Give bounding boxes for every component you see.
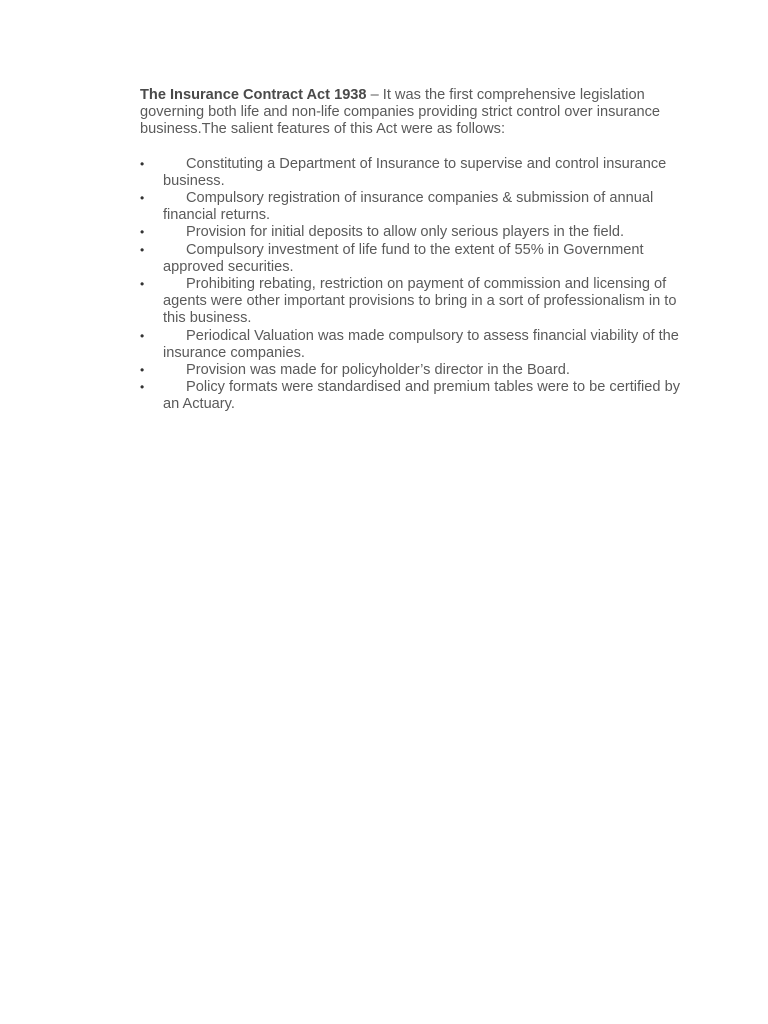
bullet-icon: • [140, 363, 145, 378]
bullet-icon: • [140, 277, 145, 292]
bullet-icon: • [140, 242, 145, 257]
bullet-icon: • [140, 328, 145, 343]
list-item [140, 242, 680, 276]
list-item [140, 276, 680, 328]
list-item [140, 379, 680, 413]
intro-text: – It was the first comprehensive legislation governing both life and non-life companies providing strict control over insurance business.The salient features of this Act were as follows: [140, 87, 660, 138]
feature-text: Compulsory registration of insurance companies & submission of annual financial returns. [163, 190, 654, 224]
list-item [140, 362, 680, 379]
bullet-icon: • [140, 380, 145, 395]
feature-text: Provision was made for policyholder’s director in the Board. [186, 362, 570, 379]
feature-text: Prohibiting rebating, restriction on payment of commission and licensing of agents were other important provisions to bring in a sort of professionalism in to this business. [163, 276, 677, 327]
list-item [140, 156, 680, 190]
bullet-icon: • [140, 225, 145, 240]
act-title: The Insurance Contract Act 1938 [140, 87, 367, 103]
feature-text: Compulsory investment of life fund to the extent of 55% in Government approved securities. [163, 241, 644, 275]
feature-text: Provision for initial deposits to allow only serious players in the field. [186, 224, 625, 241]
features-list [140, 156, 680, 414]
feature-text: Constituting a Department of Insurance to supervise and control insurance business. [163, 155, 667, 189]
intro-paragraph [140, 87, 680, 139]
list-item [140, 328, 680, 362]
bullet-icon: • [140, 156, 145, 171]
feature-text: Policy formats were standardised and premium tables were to be certified by an Actuary. [163, 379, 680, 413]
document-page [140, 87, 680, 414]
list-item [140, 224, 680, 241]
bullet-icon: • [140, 191, 145, 206]
feature-text: Periodical Valuation was made compulsory to assess financial viability of the insurance companies. [163, 327, 679, 361]
list-item [140, 190, 680, 224]
